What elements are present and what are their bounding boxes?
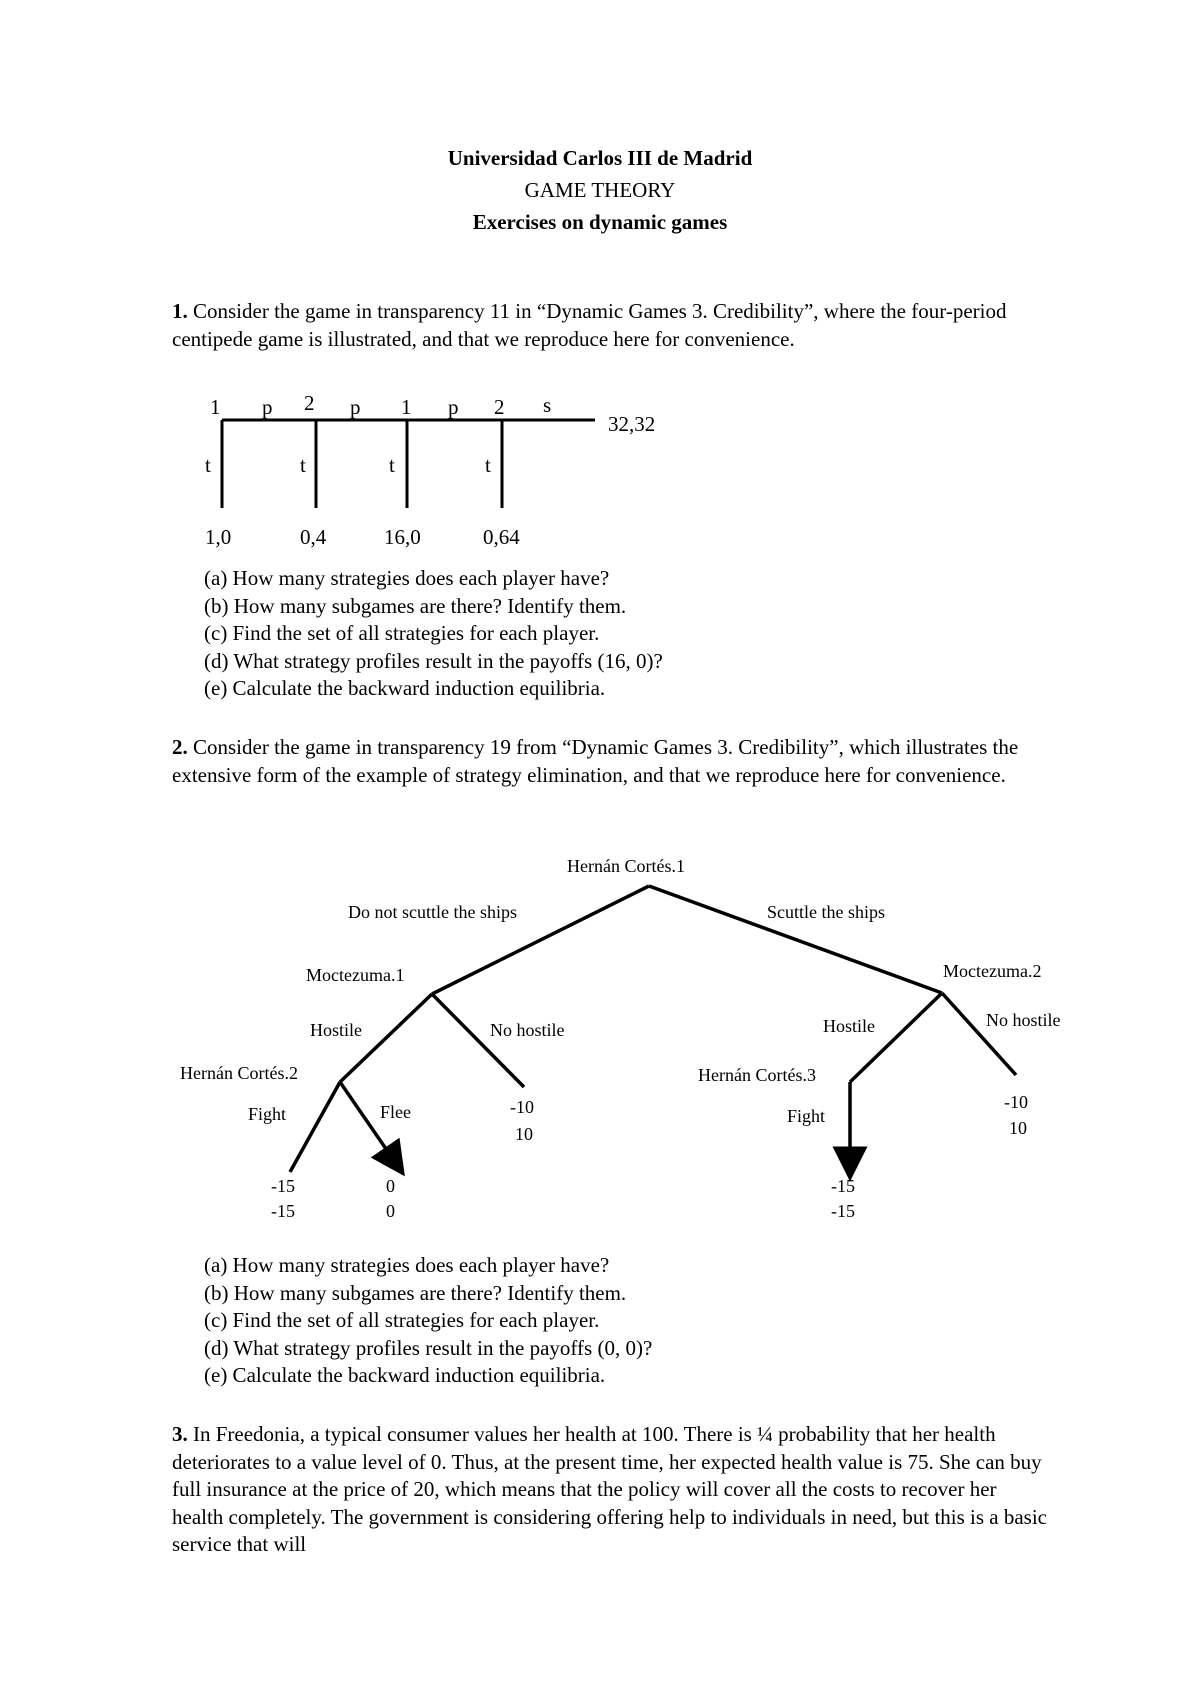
exercise-1-questions	[204, 565, 1084, 703]
centipede-player-1: 1	[210, 395, 221, 419]
edge-no-hostile-left	[432, 994, 524, 1087]
label-no-hostile-left: No hostile	[490, 1020, 565, 1040]
centipede-take-label-2: t	[300, 453, 306, 477]
node-hernan-cortes-2: Hernán Cortés.2	[180, 1063, 298, 1083]
label-flee: Flee	[380, 1102, 411, 1122]
exercise-3-text	[172, 1421, 1052, 1559]
exercise-1-text	[172, 298, 1052, 353]
exercise-2-body: Consider the game in transparency 19 from “Dynamic Games 3. Credibility”, which illustrates the extensive form of the example of strategy elimination, and that we reproduce here for convenience.	[172, 735, 1019, 787]
exercise-2-text	[172, 734, 1052, 789]
node-hernan-cortes-1: Hernán Cortés.1	[567, 856, 685, 876]
payoff-no-hostile-left-1: -10	[510, 1097, 534, 1117]
centipede-payoff-3: 16,0	[384, 525, 421, 549]
label-do-not-scuttle: Do not scuttle the ships	[348, 902, 517, 922]
centipede-final-payoff: 32,32	[608, 412, 656, 436]
exercise-2-question-d: (d) What strategy profiles result in the payoffs (0, 0)?	[204, 1335, 653, 1360]
centipede-player-3: 1	[401, 395, 412, 419]
node-moctezuma-2: Moctezuma.2	[943, 961, 1042, 981]
label-hostile-left: Hostile	[310, 1020, 362, 1040]
payoff-no-hostile-right-1: -10	[1004, 1092, 1028, 1112]
exercise-1-question-b: (b) How many subgames are there? Identify them.	[204, 593, 627, 618]
centipede-take-label-1: t	[205, 453, 211, 477]
centipede-player-2: 2	[304, 391, 315, 415]
exercise-3-number: 3.	[172, 1422, 188, 1446]
exercise-2-question-b: (b) How many subgames are there? Identify them.	[204, 1280, 627, 1305]
exercise-1-body: Consider the game in transparency 11 in “Dynamic Games 3. Credibility”, where the four-period centipede game is illustrated, and that we reproduce here for convenience.	[172, 299, 1007, 351]
document-subtitle: Exercises on dynamic games	[472, 210, 728, 234]
edge-fight-left	[290, 1082, 340, 1172]
payoff-flee-2: 0	[386, 1201, 395, 1221]
university-title: Universidad Carlos III de Madrid	[447, 146, 753, 170]
centipede-take-label-3: t	[389, 453, 395, 477]
centipede-game-diagram	[0, 380, 1200, 590]
payoff-fight-right-2: -15	[831, 1201, 855, 1221]
exercise-2-question-c: (c) Find the set of all strategies for each player.	[204, 1308, 600, 1332]
course-title: GAME THEORY	[524, 178, 676, 202]
label-fight-left: Fight	[248, 1104, 287, 1124]
centipede-pass-1: p	[262, 395, 273, 419]
centipede-payoff-4: 0,64	[483, 525, 520, 549]
centipede-player-4: 2	[494, 395, 505, 419]
label-hostile-right: Hostile	[823, 1016, 875, 1036]
label-fight-right: Fight	[787, 1106, 826, 1126]
centipede-payoff-1: 1,0	[205, 525, 232, 549]
node-hernan-cortes-3: Hernán Cortés.3	[698, 1065, 816, 1085]
payoff-fight-right-1: -15	[831, 1176, 855, 1196]
exercise-2-question-a: (a) How many strategies does each player have?	[204, 1253, 610, 1277]
label-scuttle: Scuttle the ships	[767, 902, 885, 922]
label-no-hostile-right: No hostile	[986, 1010, 1061, 1030]
centipede-pass-3: p	[448, 395, 459, 419]
payoff-no-hostile-left-2: 10	[515, 1124, 533, 1144]
payoff-fight-left-2: -15	[271, 1201, 295, 1221]
centipede-take-label-4: t	[485, 453, 491, 477]
exercise-2-number: 2.	[172, 735, 188, 759]
payoff-no-hostile-right-2: 10	[1009, 1118, 1027, 1138]
edge-hostile-right	[850, 993, 942, 1082]
node-moctezuma-1: Moctezuma.1	[306, 965, 405, 985]
exercise-1-question-c: (c) Find the set of all strategies for each player.	[204, 621, 600, 645]
centipede-pass-2: p	[350, 395, 361, 419]
exercise-1-question-e: (e) Calculate the backward induction equilibria.	[204, 676, 606, 700]
exercise-3-body: In Freedonia, a typical consumer values her health at 100. There is ¼ probability that her health deteriorates to a value level of 0. Thus, at the present time, her expected health value is 75. She can buy full insurance at the price of 20, which means that the policy will cover all the costs to recover her health completely. The government is considering offering help to individuals in need, but this is a basic service that will	[172, 1422, 1048, 1556]
exercise-1-question-d: (d) What strategy profiles result in the payoffs (16, 0)?	[204, 648, 663, 673]
edge-flee	[340, 1082, 395, 1162]
exercise-1-number: 1.	[172, 299, 188, 323]
centipede-pass-4: s	[543, 393, 552, 417]
game-tree-diagram	[0, 850, 1200, 1250]
exercise-2-questions	[204, 1252, 1084, 1390]
centipede-payoff-2: 0,4	[300, 525, 327, 549]
exercise-1-question-a: (a) How many strategies does each player have?	[204, 566, 610, 590]
edge-no-hostile-right	[942, 993, 1016, 1075]
payoff-fight-left-1: -15	[271, 1176, 295, 1196]
payoff-flee-1: 0	[386, 1176, 395, 1196]
exercise-2-question-e: (e) Calculate the backward induction equilibria.	[204, 1363, 606, 1387]
